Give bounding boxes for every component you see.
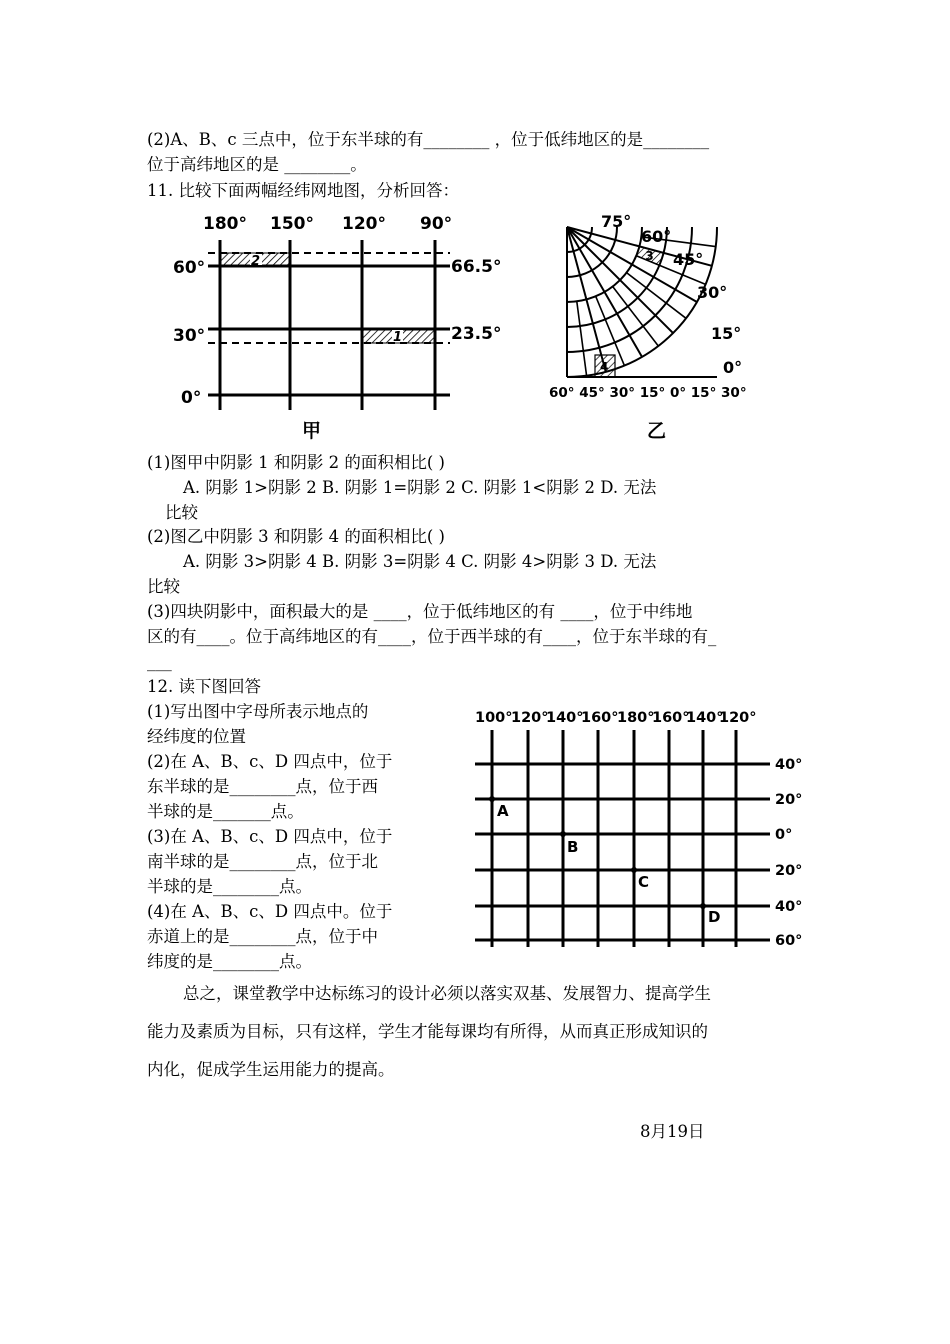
figure-caption: 甲: [302, 420, 322, 442]
lat-label: 40°: [775, 899, 803, 915]
lat-label: 0°: [181, 388, 202, 408]
lon-label: 160°: [581, 710, 619, 726]
point-label: D: [708, 908, 721, 926]
q12-line: 纬度的是________点。: [147, 952, 312, 971]
q12-line: (3)在 A、B、c、D 四点中，位于: [147, 827, 393, 846]
q11-part2: (2)图乙中阴影 3 和阴影 4 的面积相比( ): [147, 527, 445, 546]
q11-part1-options-cont: 比较: [165, 503, 198, 522]
q12-line: (2)在 A、B、c、D 四点中，位于: [147, 752, 393, 771]
q11-part2-options-cont: 比较: [147, 577, 180, 596]
q10-part2-line1: (2)A、B、c 三点中，位于东半球的有________ ，位于低纬地区的是________: [147, 130, 710, 149]
lat-label: 60°: [173, 258, 206, 278]
lat-label: 60°: [775, 933, 803, 949]
lon-label: 90°: [420, 214, 453, 234]
lon-label: 140°: [686, 710, 724, 726]
q12-line: 半球的是_______点。: [147, 802, 304, 821]
q12-line: (4)在 A、B、c、D 四点中。位于: [147, 902, 393, 921]
q12-line: 东半球的是________点，位于西: [147, 777, 378, 796]
q11-title: 11. 比较下面两幅经纬网地图，分析回答：: [147, 181, 459, 200]
q12-title: 12. 读下图回答: [147, 677, 261, 696]
lon-label: 140°: [546, 710, 584, 726]
lat-label: 0°: [775, 827, 793, 843]
q12-line: 经纬度的位置: [147, 727, 246, 746]
q11-part3-line2: 区的有____。位于高纬地区的有____，位于西半球的有____，位于东半球的有_: [147, 627, 717, 646]
svg-text:0°: 0°: [723, 358, 743, 377]
figure-yi: [545, 205, 760, 445]
bottom-labels: 60° 45° 30° 15° 0° 15° 30°: [549, 385, 747, 401]
q11-part1: (1)图甲中阴影 1 和阴影 2 的面积相比( ): [147, 453, 445, 472]
summary-line3: 内化，促成学生运用能力的提高。: [147, 1060, 395, 1079]
lon-label: 120°: [719, 710, 757, 726]
lat-label-right: 23.5°: [451, 324, 502, 344]
svg-text:45°: 45°: [673, 250, 704, 269]
lat-label: 20°: [775, 792, 803, 808]
figure-caption: 乙: [647, 420, 667, 442]
lon-label: 120°: [511, 710, 549, 726]
svg-text:75°: 75°: [601, 212, 632, 231]
svg-text:1: 1: [393, 330, 403, 345]
lat-label: 20°: [775, 863, 803, 879]
q12-line: 南半球的是________点，位于北: [147, 852, 378, 871]
date: 8月19日: [640, 1122, 705, 1141]
lon-label: 180°: [617, 710, 655, 726]
point-label: A: [497, 802, 509, 820]
lon-label: 120°: [342, 214, 386, 234]
q10-part2-line2: 位于高纬地区的是 ________。: [147, 155, 367, 174]
figure-jia: [170, 205, 520, 445]
summary-line2: 能力及素质为目标，只有这样，学生才能每课均有所得，从而真正形成知识的: [147, 1022, 708, 1041]
lon-label: 160°: [652, 710, 690, 726]
summary-line1: 总之，课堂教学中达标练习的设计必须以落实双基、发展智力、提高学生: [183, 984, 711, 1003]
lon-label: 150°: [270, 214, 314, 234]
q12-line: (1)写出图中字母所表示地点的: [147, 702, 369, 721]
lat-label-right: 66.5°: [451, 257, 502, 277]
point-label: B: [567, 838, 579, 856]
svg-text:30°: 30°: [697, 283, 728, 302]
lat-label: 30°: [173, 326, 206, 346]
q11-part3-line1: (3)四块阴影中，面积最大的是 ____，位于低纬地区的有 ____，位于中纬地: [147, 602, 693, 621]
svg-text:4: 4: [600, 360, 609, 374]
q11-part2-options: A. 阴影 3>阴影 4 B. 阴影 3=阴影 4 C. 阴影 4>阴影 3 D. 无法: [183, 552, 657, 571]
svg-text:15°: 15°: [711, 324, 742, 343]
point-label: C: [638, 873, 650, 891]
lat-label: 40°: [775, 757, 803, 773]
q12-line: 半球的是________点。: [147, 877, 312, 896]
figure-grid-q12: [470, 702, 815, 954]
q11-part1-options: A. 阴影 1>阴影 2 B. 阴影 1=阴影 2 C. 阴影 1<阴影 2 D. 无法: [183, 478, 657, 497]
svg-text:2: 2: [251, 254, 261, 269]
svg-text:3: 3: [645, 248, 654, 263]
lon-label: 180°: [203, 214, 247, 234]
svg-text:60°: 60°: [641, 227, 672, 246]
lon-label: 100°: [475, 710, 513, 726]
q11-part3-line3: ___: [147, 652, 172, 671]
q12-line: 赤道上的是________点，位于中: [147, 927, 378, 946]
